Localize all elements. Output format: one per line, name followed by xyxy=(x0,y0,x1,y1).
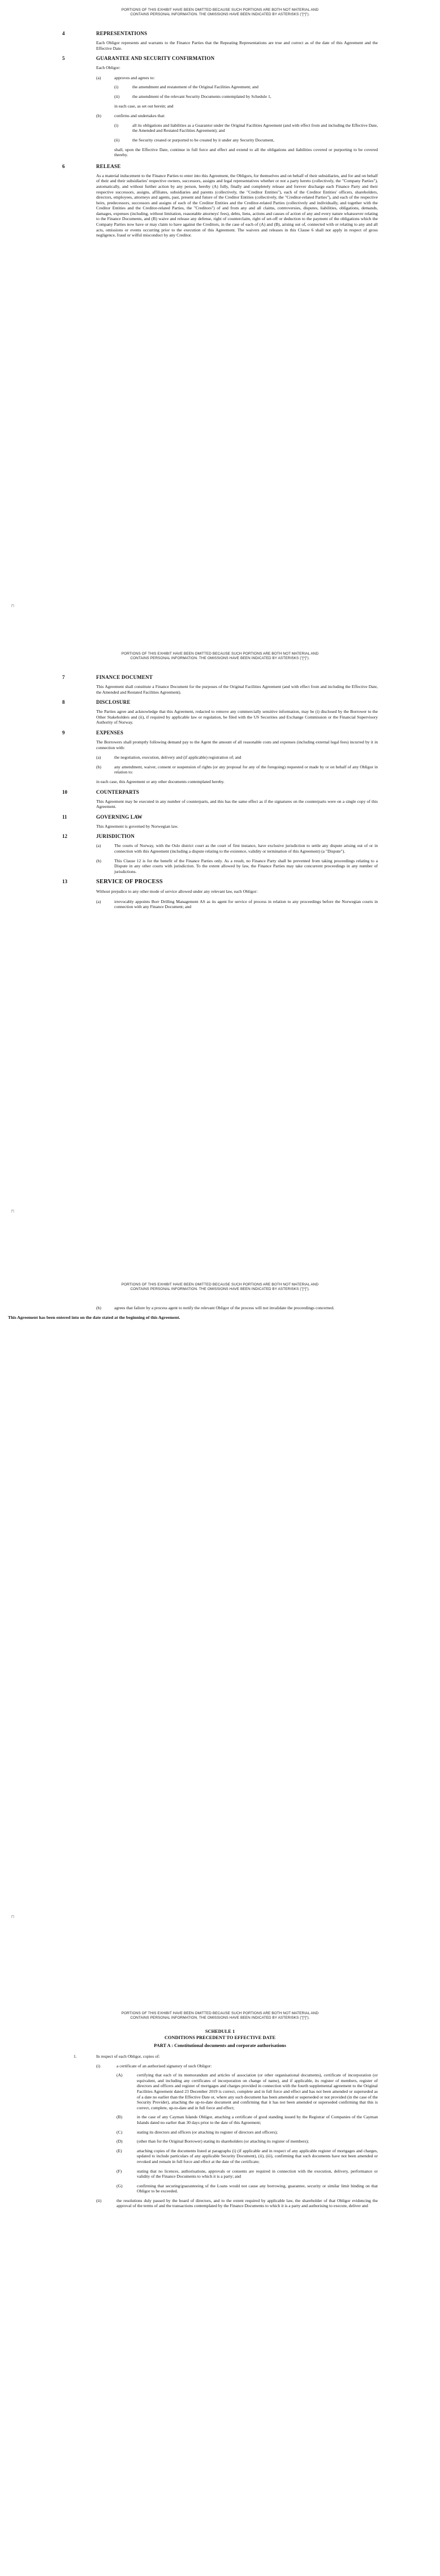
section-4-heading xyxy=(62,31,378,36)
document-page-2 xyxy=(0,652,440,914)
confidentiality-notice: PORTIONS OF THIS EXHIBIT HAVE BEEN OMITTED BECAUSE SUCH PORTIONS ARE BOTH NOT MATERIAL AND CONTAINS PERSONAL INFORMATION. THE OMISSIONS HAVE BEEN INDICATED BY ASTERISKS ("[*]"). xyxy=(121,1283,319,1291)
section-8-text: The Parties agree and acknowledge that this Agreement, redacted to remove any commercially sensitive information, may be (i) disclosed by the Borrower to the Other Stakeholders and (ii), if required by applicable law or regulation, be filed with the US Securities and Exchange Commission or the Financial Supervisory Authority of Norway. xyxy=(96,709,378,725)
clause-text: all its obligations and liabilities as a Guarantor under the Original Facilities Agreement (and with effect from and including the Effective Date, the Amended and Restated Facilities Agreement); and xyxy=(132,122,378,134)
clause-text: agrees that failure by a process agent to notify the relevant Obligor of the process will not invalidate the proceedings concerned. xyxy=(114,1305,335,1310)
clause-item xyxy=(96,843,378,854)
clause-item xyxy=(96,764,378,775)
section-13-text: Without prejudice to any other mode of service allowed under any relevant law, each Obligor: xyxy=(96,889,258,894)
subclause-item xyxy=(114,84,378,90)
section-7-text: This Agreement shall constitute a Finance Document for the purposes of the Original Facilities Agreement (and with effect from and including the Effective Date, the Amended and Restated Facilities Agreement). xyxy=(96,684,378,695)
clause-text: The courts of Norway, with the Oslo district court as the court of first instance, have exclusive jurisdiction to settle any dispute arising out of or in connection with this Agreement (including a dispute relating to the existence, validity or termination of this Agreement) (a "Dispute"). xyxy=(114,843,378,854)
clause-item xyxy=(96,1305,378,1311)
item-label: (B) xyxy=(117,2114,123,2120)
confidentiality-notice: PORTIONS OF THIS EXHIBIT HAVE BEEN OMITTED BECAUSE SUCH PORTIONS ARE BOTH NOT MATERIAL AND CONTAINS PERSONAL INFORMATION. THE OMISSIONS HAVE BEEN INDICATED BY ASTERISKS ("[*]"). xyxy=(121,652,319,660)
section-number: 13 xyxy=(62,879,67,885)
clause-text: This Clause 12 is for the benefit of the Finance Parties only. As a result, no Finance Party shall be prevented from taking proceedings relating to a Dispute in any other courts with jurisdiction. To the extent allowed by law, the Finance Parties may take concurrent proceedings in any number of jurisdictions. xyxy=(114,858,378,874)
clause-text: the amendment of the relevant Security Documents contemplated by Schedule 1, xyxy=(132,93,271,99)
section-title: GOVERNING LAW xyxy=(96,814,143,820)
section-title: GUARANTEE AND SECURITY CONFIRMATION xyxy=(96,55,215,62)
clause-label: (b) xyxy=(96,1305,101,1310)
clause-tail: in each case, this Agreement or any other documents contemplated hereby. xyxy=(96,779,225,784)
confidentiality-notice: PORTIONS OF THIS EXHIBIT HAVE BEEN OMITTED BECAUSE SUCH PORTIONS ARE BOTH NOT MATERIAL AND CONTAINS PERSONAL INFORMATION. THE OMISSIONS HAVE BEEN INDICATED BY ASTERISKS ("[*]"). xyxy=(121,2011,319,2020)
section-title: JURISDICTION xyxy=(96,833,135,840)
closing-statement: This Agreement has been entered into on the date stated at the beginning of this Agreement. xyxy=(8,1314,180,1320)
clause-text: irrevocably appoints Borr Drilling Management AS as its agent for service of process in relation to any proceedings before the Norwegian courts in connection with any Finance Document; and xyxy=(114,898,378,910)
clause-item xyxy=(96,75,378,81)
item-label: (A) xyxy=(117,2072,123,2078)
page-mark: [*] xyxy=(11,604,14,608)
section-title: SERVICE OF PROCESS xyxy=(96,879,163,885)
lettered-item xyxy=(117,2114,378,2125)
clause-tail: in each case, as set out herein; and xyxy=(114,103,174,109)
section-title: FINANCE DOCUMENT xyxy=(96,674,153,680)
clause-label: (a) xyxy=(96,75,101,80)
subclause-item xyxy=(114,123,378,134)
clause-text: the amendment and restatement of the Original Facilities Agreement; and xyxy=(132,84,258,90)
item-label: (D) xyxy=(117,2139,123,2144)
item-label: (G) xyxy=(117,2183,123,2188)
lettered-item xyxy=(117,2148,378,2165)
clause-label: (b) xyxy=(96,764,101,769)
clause-label: (i) xyxy=(114,84,119,90)
clause-text: confirms and undertakes that: xyxy=(114,113,166,119)
section-5-intro: Each Obligor: xyxy=(96,65,120,71)
item-text: stating that no licences, authorisations, approvals or consents are required in connection with the execution, delivery, performance or validity of the Finance Documents to which it is a party; and xyxy=(137,2168,378,2179)
section-9-text: The Borrowers shall promptly following demand pay to the Agent the amount of all reasonable costs and expenses (including external legal fees) incurred by it in connection with: xyxy=(96,739,378,750)
section-4-text: Each Obligor represents and warrants to the Finance Parties that the Repeating Representations are true and correct as of the date of this Agreement and the Effective Date. xyxy=(96,40,378,51)
section-7-heading xyxy=(62,674,378,680)
item-text: In respect of each Obligor, copies of: xyxy=(96,2054,160,2059)
item-text: stating its directors and officers (or attaching its register of directors and officers); xyxy=(137,2129,278,2135)
section-number: 6 xyxy=(62,163,65,169)
section-11-heading xyxy=(62,814,378,820)
item-label: (F) xyxy=(117,2168,122,2174)
section-number: 11 xyxy=(62,814,67,820)
clause-label: (a) xyxy=(96,898,101,904)
lettered-item xyxy=(117,2183,378,2194)
section-10-heading xyxy=(62,789,378,795)
clause-text: approves and agrees to: xyxy=(114,75,155,80)
clause-text: any amendment, waiver, consent or suspension of rights (or any proposal for any of the foregoing) requested or made by or on behalf of any Obligor in relation to: xyxy=(114,764,378,775)
section-number: 7 xyxy=(62,674,65,680)
clause-item xyxy=(96,113,378,119)
section-number: 10 xyxy=(62,789,67,795)
section-title: RELEASE xyxy=(96,163,121,169)
section-9-heading xyxy=(62,730,378,736)
item-text: in the case of any Cayman Islands Obligor, attaching a certificate of good standing issued by the Registrar of Companies of the Cayman Islands dated no earlier than 30 days prior to the date of this Agreement; xyxy=(137,2114,378,2125)
section-8-heading xyxy=(62,699,378,705)
page-mark: [*] xyxy=(11,1210,14,1213)
roman-item xyxy=(96,2198,378,2209)
clause-item xyxy=(96,755,378,760)
clause-text: the Security created or purported to be created by it under any Security Document, xyxy=(132,137,274,143)
clause-label: (ii) xyxy=(114,137,120,143)
lettered-item xyxy=(117,2139,378,2144)
section-10-text: This Agreement may be executed in any number of counterparts, and this has the same effect as if the signatures on the counterparts were on a single copy of this Agreement. xyxy=(96,798,378,810)
section-number: 5 xyxy=(62,55,65,62)
item-label: (ii) xyxy=(96,2197,102,2203)
section-title: DISCLOSURE xyxy=(96,699,131,706)
item-text: (other than for the Original Borrower) stating its shareholders (or attaching its register of members); xyxy=(137,2139,309,2144)
document-page-3 xyxy=(0,1283,440,1321)
item-text: certifying that each of its memorandum and articles of association (or other organisational documents), certificate of incorporation (or equivalent, and including any certificates of incorporation on change of name), and if applicable, its register of members, register of directors and officers and register of mortgages and charges provided in connection with the fourth supplemental agreement to the Original Facilities Agreement dated 23 December 2019 is correct, complete and in full force and effect and has not been amended or superseded as of a date no earlier than the Effective Date or, where any such document has been amended or superseded or not provided (in the case of the Security Provider), attaching the up-to-date document and confirming that it has not been amended or superseded confirming that this is correct, complete, up-to-date and in full force and effect; xyxy=(137,2072,378,2110)
section-title: REPRESENTATIONS xyxy=(96,31,148,36)
clause-label: (ii) xyxy=(114,93,120,99)
section-6-heading xyxy=(62,164,378,169)
clause-label: (b) xyxy=(96,858,101,863)
clause-label: (i) xyxy=(114,122,119,128)
clause-text: the negotiation, execution, delivery and (if applicable) registration of; and xyxy=(114,755,241,760)
clause-item xyxy=(96,858,378,875)
item-label: (C) xyxy=(117,2129,123,2135)
item-text: the resolutions duly passed by the board of directors, and to the extent required by applicable law, the shareholder of that Obligor evidencing the approval of the terms of and the transactions contemplated by the Finance Documents to which it is a party and authorising to execute, deliver and xyxy=(117,2197,378,2209)
section-number: 12 xyxy=(62,833,67,840)
section-number: 9 xyxy=(62,729,65,736)
item-text: a certificate of an authorised signatory of such Obligor: xyxy=(117,2063,212,2068)
item-text: confirming that securing/guaranteeing of the Loans would not cause any borrowing, guarantee, security or similar limit binding on that Obligor to be exceeded. xyxy=(137,2183,378,2194)
document-page-1 xyxy=(0,8,440,243)
clause-label: (a) xyxy=(96,843,101,849)
subclause-item xyxy=(114,94,378,100)
item-text: attaching copies of the documents listed at paragraphs (i) (if applicable and in respect of any applicable register of mortgages and charges, updated to include particulars of any applicable Security Document), (ii), (iii), confirming that such documents have not been amended or revoked and remain in full force and effect at the date of the certificate; xyxy=(137,2148,378,2164)
section-13-heading xyxy=(62,879,378,885)
clause-item xyxy=(96,899,378,910)
section-6-text: As a material inducement to the Finance Parties to enter into this Agreement, the Obligors, for themselves and on behalf of their subsidiaries, and for and on behalf of their and their subsidiaries' respective owners, successors, assigns and legal representatives whether or not a party hereto (collectively, the "Company Parties"), automatically, and without further action by any person, hereby (A) fully, finally and completely release and forever discharge each Finance Party and their respective successors, assigns, affiliates, subsidiaries and parents (collectively, the "Creditor Entities"), each of the Creditor Entities' officers, shareholders, directors, employees, attorneys and agents, past, present and future of the Creditor Entities (collectively, the "Creditor-related Parties"), and each of the respective heirs, predecessors, successors and assigns of each of the Creditor Entities and the Creditor-related Parties (collectively and individually, and together with the Creditor Entities and the Creditor-related Parties, the "Creditors") of and from any and all claims, controversies, disputes, liabilities, obligations, demands, damages, expenses (including, without limitation, reasonable attorneys' fees), debts, liens, actions and causes of action of any and every nature whatsoever relating to the Finance Documents, and (B) waive and release any defense, right of counterclaim, right of set-off or deduction to the payment of the obligations which the Company Parties now have or may claim to have against the Creditors, in the case of each of (A) and (B), arising out of, connected with or relating to any and all acts, omissions or events occurring prior to the execution of this Agreement. The waivers and releases in this Clause 6 shall not apply in respect of gross negligence, fraud or wilful misconduct by any Creditor. xyxy=(96,173,378,238)
lettered-item xyxy=(117,2130,378,2135)
page-mark: [*] xyxy=(11,1915,14,1919)
numbered-item xyxy=(74,2054,378,2059)
item-label: (E) xyxy=(117,2148,122,2153)
lettered-item xyxy=(117,2169,378,2179)
roman-item xyxy=(96,2063,378,2069)
clause-tail: shall, upon the Effective Date, continue in full force and effect and extend to all the obligations and liabilities covered or purporting to be covered thereby. xyxy=(114,147,378,158)
section-title: COUNTERPARTS xyxy=(96,789,139,795)
lettered-item xyxy=(117,2072,378,2110)
section-12-heading xyxy=(62,833,378,839)
section-number: 4 xyxy=(62,31,65,36)
confidentiality-notice: PORTIONS OF THIS EXHIBIT HAVE BEEN OMITTED BECAUSE SUCH PORTIONS ARE BOTH NOT MATERIAL AND CONTAINS PERSONAL INFORMATION. THE OMISSIONS HAVE BEEN INDICATED BY ASTERISKS ("[*]"). xyxy=(121,8,319,16)
part-a-heading: PART A : Constitutional documents and corporate authorisations xyxy=(154,2043,286,2048)
item-label: 1. xyxy=(74,2054,77,2059)
document-page-4 xyxy=(0,2011,440,2213)
section-5-heading xyxy=(62,55,378,61)
clause-label: (a) xyxy=(96,755,101,760)
item-label: (i) xyxy=(96,2063,101,2068)
section-number: 8 xyxy=(62,699,65,706)
section-title: EXPENSES xyxy=(96,729,124,736)
schedule-subtitle: CONDITIONS PRECEDENT TO EFFECTIVE DATE xyxy=(164,2035,276,2040)
section-11-text: This Agreement is governed by Norwegian law. xyxy=(96,823,179,829)
schedule-title: SCHEDULE 1 xyxy=(205,2029,235,2034)
subclause-item xyxy=(114,137,378,143)
clause-label: (b) xyxy=(96,113,101,119)
